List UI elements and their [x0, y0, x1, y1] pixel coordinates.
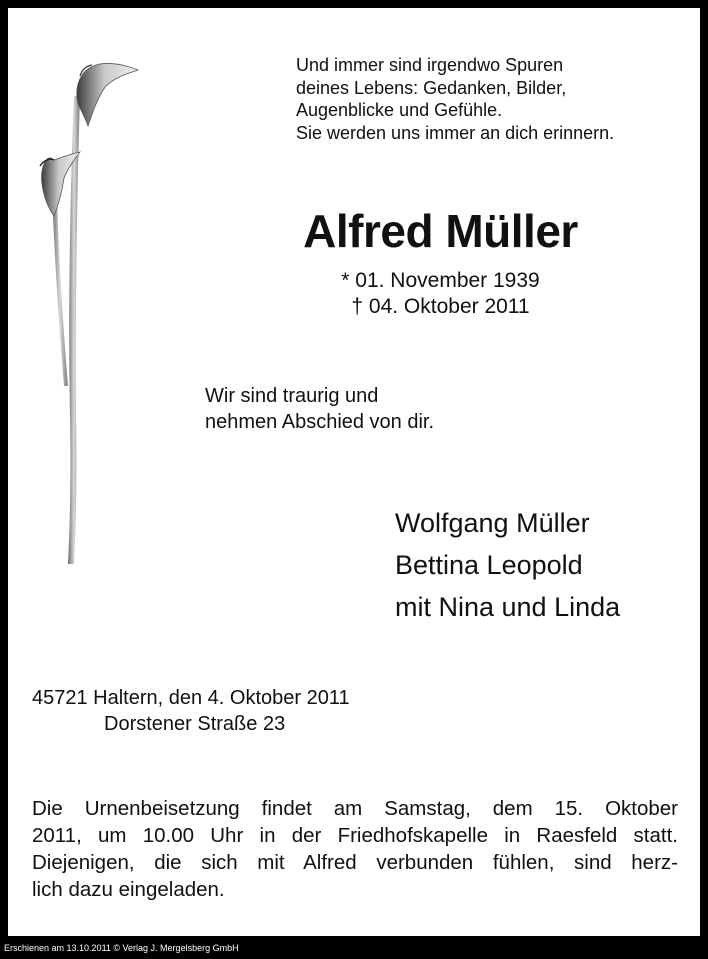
- funeral-line: Die Urnenbeisetzung findet am Samstag, dem 15. Oktober: [32, 797, 678, 820]
- funeral-line: 2011, um 10.00 Uhr in der Friedhofskapelle in Raesfeld statt.: [32, 824, 678, 847]
- quote-line: Und immer sind irgendwo Spuren: [296, 55, 564, 75]
- mourner-name: Wolfgang Müller: [395, 508, 590, 538]
- farewell-line: Wir sind traurig und: [205, 385, 379, 407]
- quote-line: Augenblicke und Gefühle.: [296, 100, 503, 120]
- deceased-name: Alfred Müller: [303, 205, 578, 257]
- publication-footer: Erschienen am 13.10.2011 © Verlag J. Mergelsberg GmbH: [4, 943, 239, 953]
- quote-line: deines Lebens: Gedanken, Bilder,: [296, 77, 567, 98]
- mourners-list: [395, 502, 620, 628]
- quote-line: Sie werden uns immer an dich erinnern.: [296, 122, 615, 143]
- memorial-quote: [296, 54, 614, 144]
- mourner-name: mit Nina und Linda: [395, 592, 621, 622]
- address-block: [32, 685, 350, 737]
- death-date: † 04. Oktober 2011: [351, 295, 530, 318]
- funeral-notice: [32, 795, 678, 903]
- obituary-card: [8, 8, 700, 936]
- street-address: Dorstener Straße 23: [104, 713, 286, 735]
- farewell-line: nehmen Abschied von dir.: [205, 411, 435, 433]
- farewell-text: [205, 383, 434, 435]
- mourner-name: Bettina Leopold: [395, 550, 583, 580]
- birth-date: * 01. November 1939: [341, 269, 540, 292]
- funeral-line: lich dazu eingeladen.: [32, 878, 225, 901]
- place-and-date: 45721 Haltern, den 4. Oktober 2011: [32, 687, 350, 709]
- calla-lily-illustration: [30, 56, 150, 568]
- life-dates: [248, 268, 633, 320]
- funeral-line: Diejenigen, die sich mit Alfred verbunden fühlen, sind herz-: [32, 851, 678, 874]
